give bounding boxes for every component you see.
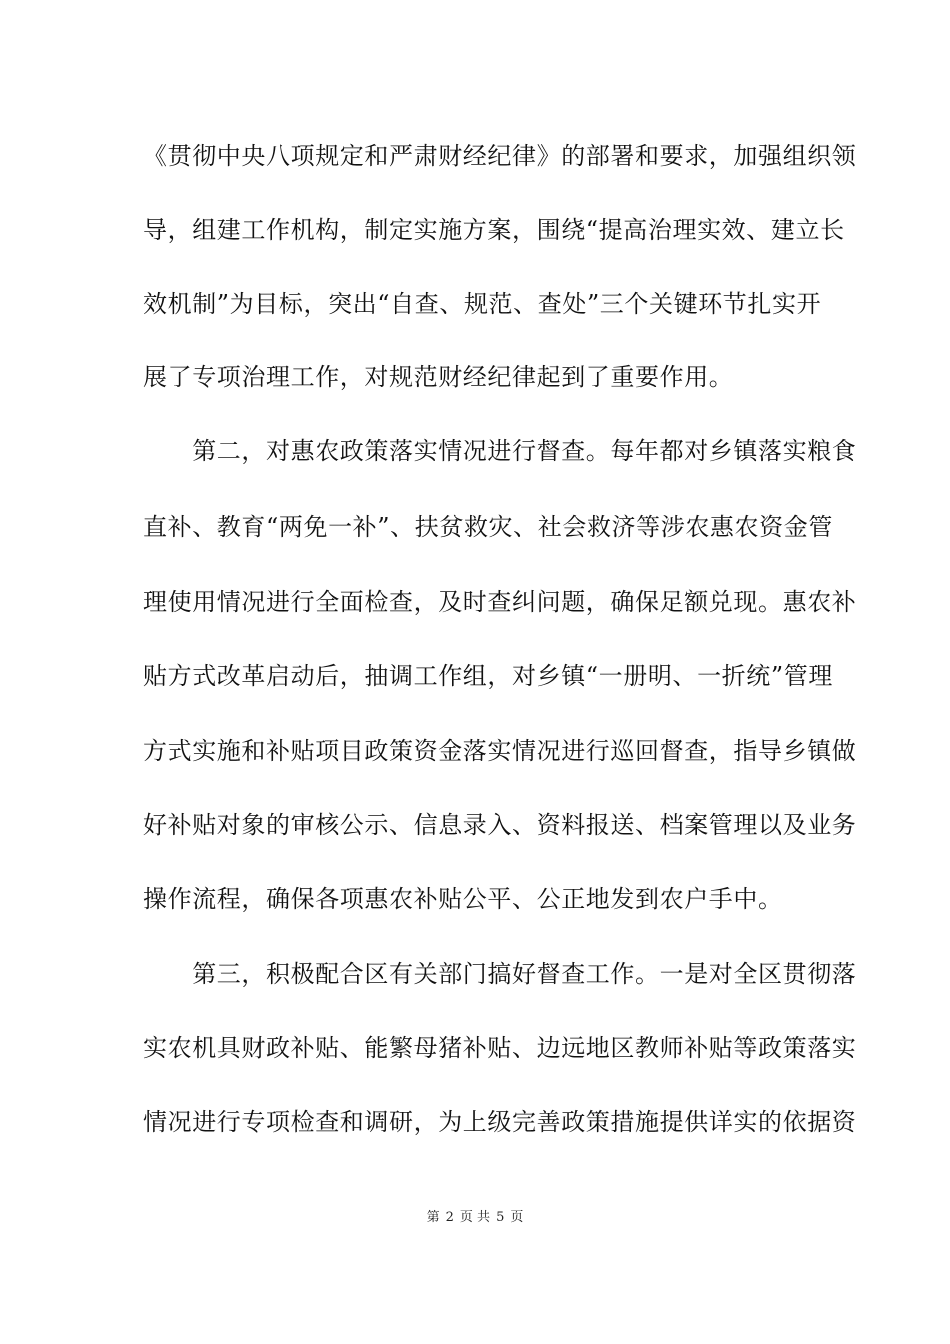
text-line: 《贯彻中央八项规定和严肃财经纪律》的部署和要求，加强组织领 <box>143 142 857 170</box>
text-line: 导，组建工作机构，制定实施方案，围绕“提高治理实效、建立长 <box>143 216 845 244</box>
text-line: 理使用情况进行全面检查，及时查纠问题，确保足额兑现。惠农补 <box>143 588 857 616</box>
text-line: 第三，积极配合区有关部门搞好督查工作。一是对全区贯彻落 <box>143 960 857 988</box>
footer-prefix: 第 <box>426 1210 440 1225</box>
text-line: 操作流程，确保各项惠农补贴公平、公正地发到农户手中。 <box>143 885 783 913</box>
footer-total-pages: 5 <box>496 1210 505 1225</box>
text-line: 第二，对惠农政策落实情况进行督查。每年都对乡镇落实粮食 <box>143 437 857 465</box>
footer-suffix: 页 <box>510 1210 524 1225</box>
footer-middle: 页 共 <box>459 1210 491 1225</box>
text-line: 实农机具财政补贴、能繁母猪补贴、边远地区教师补贴等政策落实 <box>143 1034 857 1062</box>
page-footer <box>0 1208 950 1228</box>
text-line: 贴方式改革启动后，抽调工作组，对乡镇“一册明、一折统”管理 <box>143 662 833 690</box>
text-line: 效机制”为目标，突出“自查、规范、查处”三个关键环节扎实开 <box>143 290 822 318</box>
text-line: 方式实施和补贴项目政策资金落实情况进行巡回督查，指导乡镇做 <box>143 737 857 765</box>
text-line: 情况进行专项检查和调研，为上级完善政策措施提供详实的依据资 <box>143 1108 857 1136</box>
text-line: 直补、教育“两免一补”、扶贫救灾、社会救济等涉农惠农资金管 <box>143 513 833 541</box>
text-line: 好补贴对象的审核公示、信息录入、资料报送、档案管理以及业务 <box>143 811 857 839</box>
text-line: 展了专项治理工作，对规范财经纪律起到了重要作用。 <box>143 363 734 391</box>
footer-page-number: 2 <box>445 1210 454 1225</box>
